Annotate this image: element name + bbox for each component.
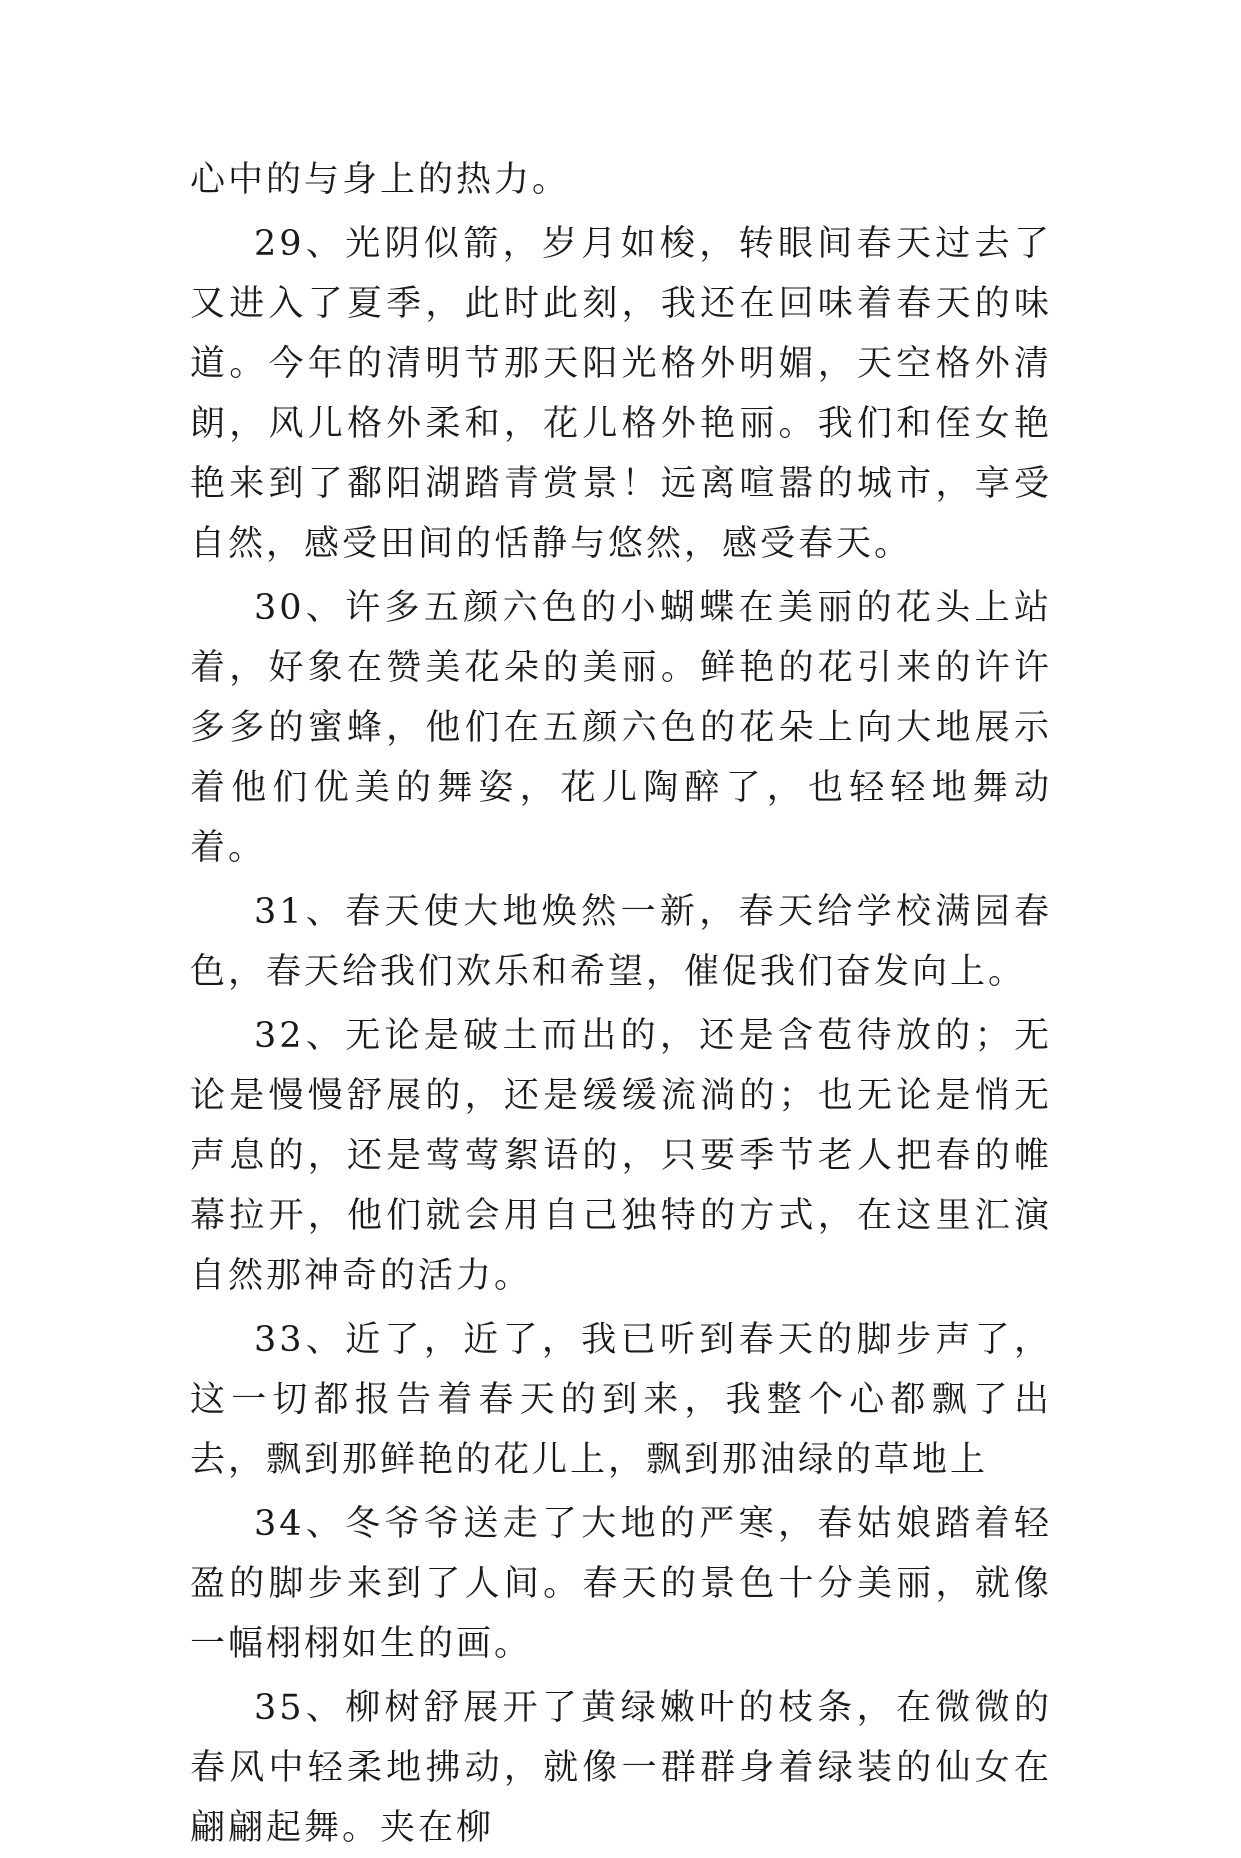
paragraph-continuation: 心中的与身上的热力。	[190, 160, 571, 200]
paragraph-30: 30、许多五颜六色的小蝴蝶在美丽的花头上站着，好象在赞美花朵的美丽。鲜艳的花引来的许许多多的蜜蜂，他们在五颜六色的花朵上向大地展示着他们优美的舞姿，花儿陶醉了，也轻轻地舞动着。	[190, 588, 1052, 868]
paragraph-29: 29、光阴似箭，岁月如梭，转眼间春天过去了又进入了夏季，此时此刻，我还在回味着春天的味道。今年的清明节那天阳光格外明媚，天空格外清朗，风儿格外柔和，花儿格外艳丽。我们和侄女艳艳来到了鄱阳湖踏青赏景！远离喧嚣的城市，享受自然，感受田间的恬静与悠然，感受春天。	[190, 224, 1052, 564]
document-page	[190, 150, 1052, 1858]
paragraph-32: 32、无论是破土而出的，还是含苞待放的；无论是慢慢舒展的，还是缓缓流淌的；也无论是悄无声息的，还是莺莺絮语的，只要季节老人把春的帷幕拉开，他们就会用自己独特的方式，在这里汇演自然那神奇的活力。	[190, 1016, 1052, 1296]
paragraph-31: 31、春天使大地焕然一新，春天给学校满园春色，春天给我们欢乐和希望，催促我们奋发向上。	[190, 892, 1052, 992]
paragraph-33: 33、近了，近了，我已听到春天的脚步声了，这一切都报告着春天的到来，我整个心都飘了出去，飘到那鲜艳的花儿上，飘到那油绿的草地上	[190, 1320, 1052, 1480]
paragraph-34: 34、冬爷爷送走了大地的严寒，春姑娘踏着轻盈的脚步来到了人间。春天的景色十分美丽，就像一幅栩栩如生的画。	[190, 1504, 1052, 1664]
paragraph-35: 35、柳树舒展开了黄绿嫩叶的枝条，在微微的春风中轻柔地拂动，就像一群群身着绿装的仙女在翩翩起舞。夹在柳	[190, 1688, 1052, 1848]
